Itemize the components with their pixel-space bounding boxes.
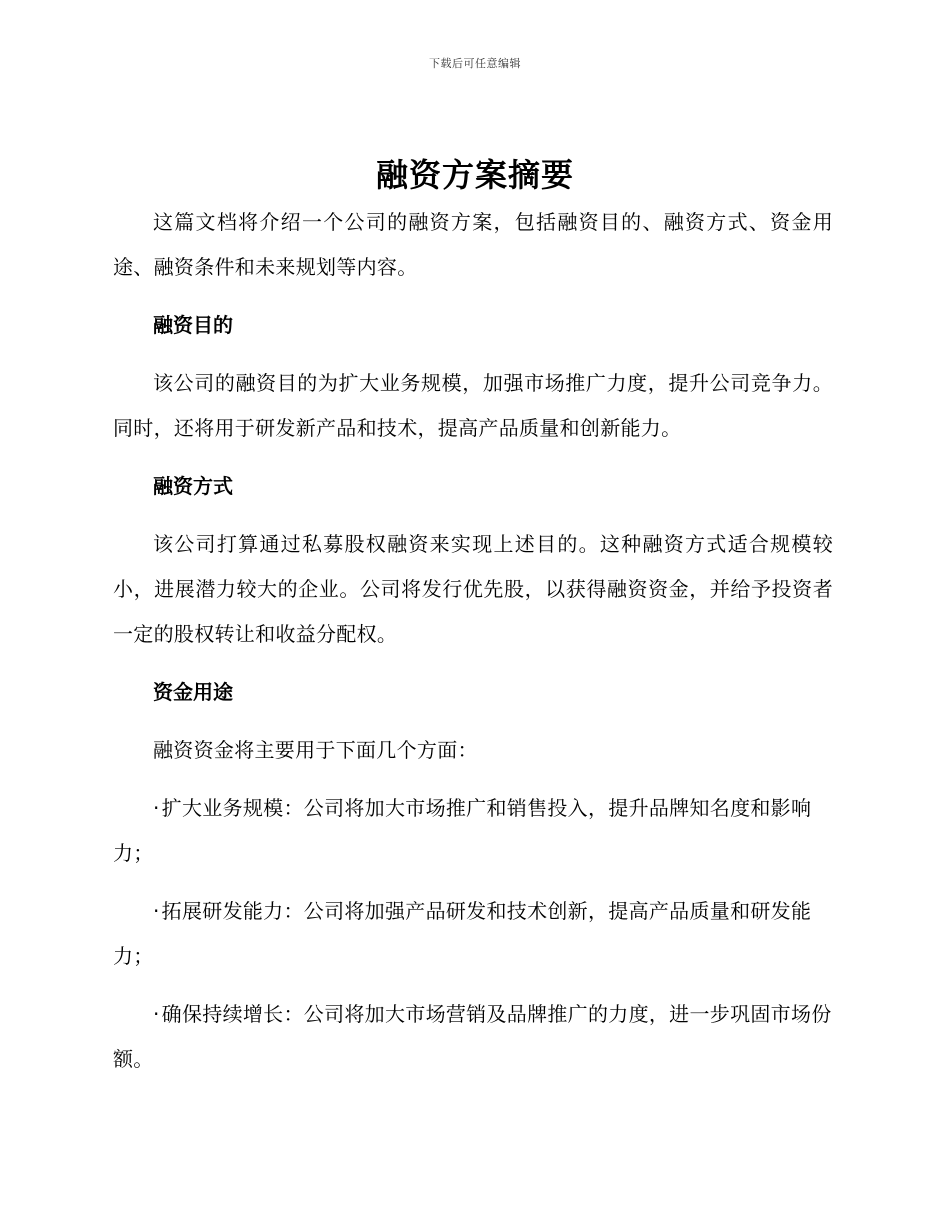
document-body: [113, 200, 833, 1095]
section-body-usage: 融资资金将主要用于下面几个方面：: [153, 738, 478, 762]
bullet-icon: ·: [153, 796, 160, 820]
section-heading-usage: 资金用途: [153, 680, 233, 704]
list-item: [113, 786, 833, 876]
bullet-icon: ·: [153, 899, 160, 923]
list-item-text: 确保持续增长：公司将加大市场营销及品牌推广的力度，进一步巩固市场份额。: [113, 1002, 832, 1071]
intro-paragraph: 这篇文档将介绍一个公司的融资方案，包括融资目的、融资方式、资金用途、融资条件和未来规划等内容。: [113, 210, 833, 279]
header-note: 下载后可任意编辑: [429, 57, 521, 70]
document-title: 融资方案摘要: [375, 156, 574, 194]
list-item-text: 拓展研发能力：公司将加强产品研发和技术创新，提高产品质量和研发能力；: [113, 899, 812, 968]
section-heading-purpose: 融资目的: [153, 313, 233, 337]
section-heading-method: 融资方式: [153, 474, 233, 498]
list-item-text: 扩大业务规模：公司将加大市场推广和销售投入，提升品牌知名度和影响力；: [113, 796, 812, 865]
bullet-icon: ·: [153, 1002, 160, 1026]
list-item: [113, 992, 833, 1082]
section-body-purpose: 该公司的融资目的为扩大业务规模，加强市场推广力度，提升公司竞争力。同时，还将用于研发新产品和技术，提高产品质量和创新能力。: [113, 371, 833, 440]
section-body-method: 该公司打算通过私募股权融资来实现上述目的。这种融资方式适合规模较小，进展潜力较大的企业。公司将发行优先股，以获得融资资金，并给予投资者一定的股权转让和收益分配权。: [113, 532, 833, 646]
list-item: [113, 889, 833, 979]
